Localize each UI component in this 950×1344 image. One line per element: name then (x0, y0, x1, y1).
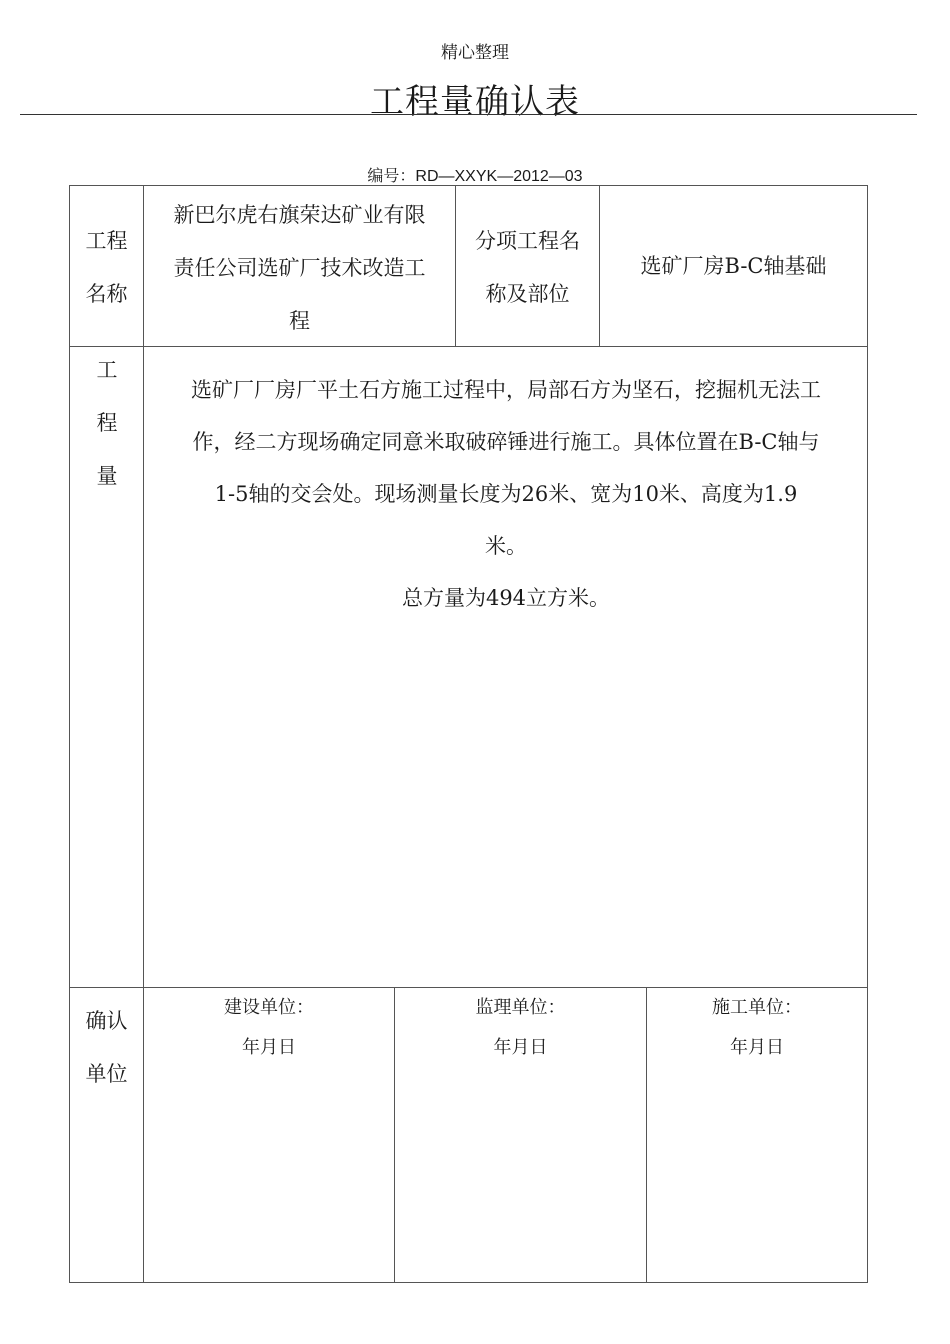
quantity-text-line: 1-5轴的交会处。现场测量长度为26米、宽为10米、高度为1.9 (214, 482, 798, 506)
table-border-right (867, 185, 868, 1283)
sub-item-label (456, 216, 599, 320)
quantity-text-line: 选矿厂厂房厂平土石方施工过程中，局部石方为坚石，挖掘机无法工 (191, 378, 821, 402)
confirm-unit-label-line: 单位 (85, 1062, 128, 1086)
supervision-unit-date: 年月日 (493, 1037, 548, 1058)
table-border-bottom (69, 1282, 868, 1283)
quantity-text-line: 米。 (485, 534, 527, 558)
quantity-total: 总方量为494立方米。 (401, 586, 611, 610)
table-column-divider (143, 185, 144, 1283)
project-name-line: 程 (289, 308, 310, 333)
table-border-left (69, 185, 70, 1283)
builder-unit-label: 施工单位： (712, 997, 802, 1018)
project-name-line: 新巴尔虎右旗荣达矿业有限 (173, 202, 426, 227)
document-number: 编号：RD—XXYK—2012—03 (367, 168, 583, 185)
project-name-line: 责任公司选矿厂技术改造工 (173, 255, 426, 280)
quantity-description (148, 364, 864, 624)
confirm-unit-label (70, 996, 143, 1100)
quantity-label-char: 量 (96, 464, 118, 488)
project-name-label (70, 216, 143, 320)
construction-unit-date: 年月日 (242, 1037, 296, 1058)
construction-unit-block (144, 988, 394, 1068)
quantity-label-char: 程 (96, 411, 118, 435)
title-divider (20, 114, 917, 115)
quantity-label (87, 344, 127, 503)
project-name-value (144, 186, 455, 346)
sub-item-value-text: 选矿厂房B-C轴基础 (640, 254, 827, 278)
supervision-unit-label: 监理单位： (475, 997, 566, 1018)
construction-unit-label: 建设单位： (224, 997, 314, 1018)
quantity-text-line: 作，经二方现场确定同意米取破碎锤进行施工。具体位置在B-C轴与 (192, 430, 820, 454)
project-name-label-line: 工程 (85, 229, 128, 253)
table-row-divider (69, 346, 868, 347)
page-title: 工程量确认表 (370, 82, 580, 122)
header-note: 精心整理 (441, 43, 509, 63)
sub-item-label-line: 分项工程名 (475, 229, 580, 253)
builder-unit-date: 年月日 (730, 1037, 784, 1058)
sub-item-label-line: 称及部位 (485, 282, 570, 306)
project-name-label-line: 名称 (85, 282, 128, 306)
sub-item-value (600, 186, 867, 346)
quantity-label-char: 工 (96, 358, 118, 382)
builder-unit-block (647, 988, 867, 1068)
confirm-unit-label-line: 确认 (85, 1009, 128, 1033)
supervision-unit-block (395, 988, 646, 1068)
